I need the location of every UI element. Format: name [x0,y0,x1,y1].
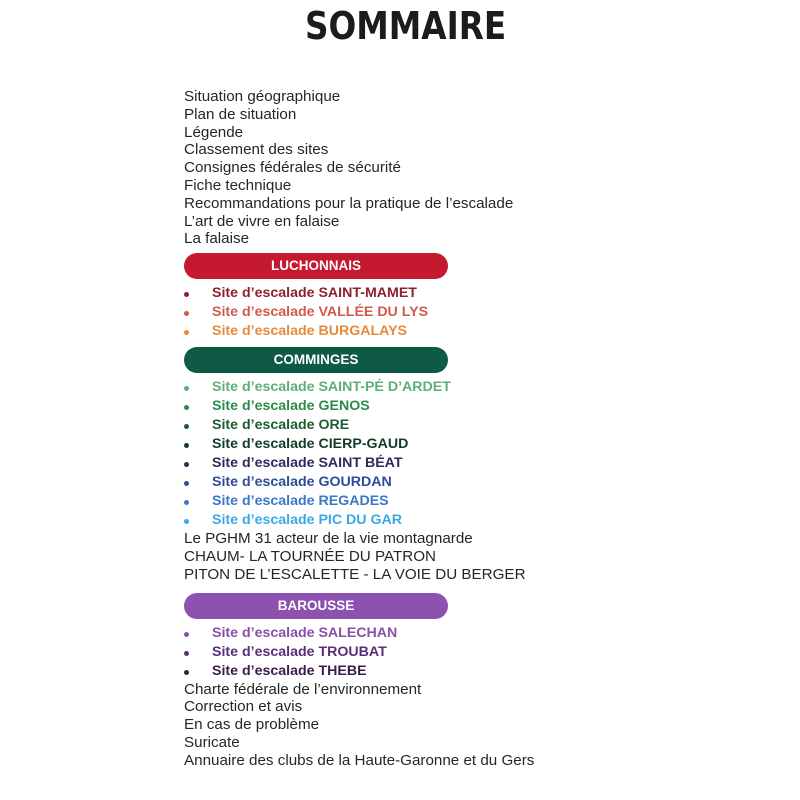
toc-item[interactable]: CHAUM- LA TOURNÉE DU PATRON [184,547,437,565]
section-header-luchonnais: LUCHONNAIS [184,253,448,279]
site-item[interactable]: Site d’escalade VALLÉE DU LYS [184,303,784,322]
toc-item[interactable]: Classement des sites [184,141,329,159]
table-of-contents [184,88,784,770]
toc-item[interactable]: Légende [184,123,244,141]
bullet-dot [184,481,189,486]
toc-item[interactable]: Situation géographique [184,88,341,105]
site-item[interactable]: Site d’escalade SAINT-PÉ D’ARDET [184,378,784,397]
bullet-dot [184,519,189,524]
toc-item[interactable]: PITON DE L’ESCALETTE - LA VOIE DU BERGER [184,565,526,583]
site-item[interactable]: Site d’escalade PIC DU GAR [184,511,784,530]
intro-list [184,88,784,248]
site-item[interactable]: Site d’escalade GOURDAN [184,473,784,492]
barousse-site-list [184,624,784,681]
toc-item[interactable]: Charte fédérale de l’environnement [184,680,422,698]
bullet-dot [184,405,189,410]
toc-item[interactable]: Recommandations pour la pratique de l’escalade [184,194,514,212]
bullet-dot [184,292,189,297]
bullet-dot [184,330,189,335]
toc-item[interactable]: L’art de vivre en falaise [184,212,340,230]
bullet-dot [184,386,189,391]
comminges-extra-list [184,530,784,583]
site-item[interactable]: Site d’escalade THEBE [184,662,784,681]
toc-item[interactable]: Annuaire des clubs de la Haute-Garonne et du Gers [184,751,535,769]
site-item[interactable]: Site d’escalade CIERP-GAUD [184,435,784,454]
bullet-dot [184,632,189,637]
bullet-dot [184,670,189,675]
luchonnais-site-list [184,284,784,341]
toc-item[interactable]: Fiche technique [184,176,292,194]
toc-item[interactable]: Plan de situation [184,105,297,123]
section-header-comminges: COMMINGES [184,347,448,373]
site-item[interactable]: Site d’escalade REGADES [184,492,784,511]
bullet-dot [184,311,189,316]
bullet-dot [184,651,189,656]
toc-item[interactable]: En cas de problème [184,716,320,734]
toc-item[interactable]: Correction et avis [184,698,303,716]
site-item[interactable]: Site d’escalade SALECHAN [184,624,784,643]
site-item[interactable]: Site d’escalade BURGALAYS [184,322,784,341]
toc-item[interactable]: Le PGHM 31 acteur de la vie montagnarde [184,530,473,548]
toc-item[interactable]: La falaise [184,230,250,248]
bullet-dot [184,443,189,448]
section-header-barousse: BAROUSSE [184,593,448,619]
site-item[interactable]: Site d’escalade TROUBAT [184,643,784,662]
site-item[interactable]: Site d’escalade SAINT-MAMET [184,284,784,303]
site-item[interactable]: Site d’escalade SAINT BÉAT [184,454,784,473]
bullet-dot [184,500,189,505]
outro-list [184,681,784,770]
toc-item[interactable]: Suricate [184,733,240,751]
page-title: SOMMAIRE [304,4,507,48]
toc-item[interactable]: Consignes fédérales de sécurité [184,159,401,177]
comminges-site-list [184,378,784,530]
bullet-dot [184,462,189,467]
bullet-dot [184,424,189,429]
site-item[interactable]: Site d’escalade GENOS [184,397,784,416]
site-item[interactable]: Site d’escalade ORE [184,416,784,435]
